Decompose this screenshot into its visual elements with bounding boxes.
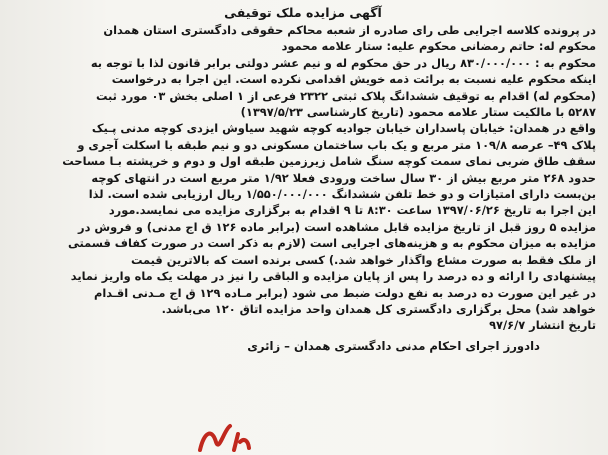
signature-office: دادورز اجرای احکام مدنی دادگستری همدان – زائری <box>247 338 540 353</box>
notice-line-10: حدود ۲۶۸ متر مربع بیش از ۳۰ سال ساخت ورودی فعلا ۱/۹۲ متر مربع است در انتهای کوچه <box>91 170 596 185</box>
notice-title: آگهی مزایده ملک توقیفی <box>224 5 382 20</box>
notice-body <box>10 22 596 334</box>
notice-line-9: سقف طاق ضربی نمای سمت کوچه سنگ شامل زیرزمین طبقه اول و دوم و خرپشته بـا مساحت <box>62 154 596 169</box>
notice-line-18: خواهد شد) محل برگزاری دادگستری کل همدان واحد مزایده اتاق ۱۲۰ می‌باشد. <box>161 301 596 316</box>
notice-line-11: بن‌بست دارای امتیازات و دو خط تلفن ششدانگ ۱/۵۵۰/۰۰۰/۰۰۰ ریال ارزیابی شده است. لذا <box>88 187 596 202</box>
notice-line-6: ۵۲۸۷ با مالکیت ستار علامه محمود (تاریخ کارشناسی ۱۳۹۷/۵/۲۳) <box>240 105 596 120</box>
publication-date: تاریخ انتشار ۹۷/۶/۷ <box>489 318 596 333</box>
signature-block <box>10 338 596 355</box>
notice-line-5: (محکوم له) اقدام به توقیف ششدانگ پلاک ثبتی ۲۳۲۲ فرعی از ۱ اصلی بخش ۰۳ مورد ثبت <box>95 88 596 103</box>
notice-line-8: پلاک ۴۹– عرصه ۱۰۹/۸ متر مربع و یک باب ساختمان مسکونی دو و نیم طبقه با اسکلت آجری و <box>77 137 596 152</box>
notice-line-13: مزایده ۵ روز قبل از تاریخ مزایده قابل مشاهده است (برابر ماده ۱۲۶ ق اج مدنی) و فروش در <box>78 219 596 234</box>
notice-line-14: مزایده به میزان محکوم به و هزینه‌های اجرایی است (لازم به ذکر است در صورت کفاف قسمتی <box>67 236 596 251</box>
notice-line-12: این اجرا به تاریخ ۱۳۹۷/۰۶/۲۶ ساعت ۸:۳۰ تا ۹ اقدام به برگزاری مزایده می نمایسد.مورد <box>108 203 596 218</box>
notice-line-2: محکوم له: حاتم رمضانی محکوم علیه: ستار علامه محمود <box>281 39 596 54</box>
notice-line-1: در پرونده کلاسه اجرایی طی رای صادره از شعبه محاکم حقوقی دادگستری استان همدان <box>103 23 596 37</box>
red-stamp-mark-icon <box>194 420 252 455</box>
notice-line-4: اینکه محکوم علیه نسبت به برائت ذمه خویش اقدامی نکرده است. این اجرا به درخواست <box>111 72 596 87</box>
notice-line-17: در غیر این صورت ده درصد به نفع دولت ضبط می شود (برابر مـاده ۱۲۹ ق اج مـدنی اقـدام <box>94 285 596 300</box>
notice-line-7: واقع در همدان: خیابان پاسداران خیابان جوادیه کوچه شهید سیاوش ایزدی کوچه مدنی پـیک <box>91 121 596 136</box>
notice-line-15: از ملک فقط به صورت مشاع واگذار خواهد شد.) کسی برنده است که بالاترین قیمت <box>130 252 596 267</box>
notice-line-16: پیشنهادی را ارائه و ده درصد را پس از پایان مزایده و الباقی را نیز در مهلت یک ماه واریز نماید <box>70 269 596 284</box>
notice-line-3: محکوم به : ۸۳۰/۰۰۰/۰۰۰ ریال در حق محکوم له و نیم عشر دولتی برابر قانون لذا با توجه به <box>90 55 596 70</box>
